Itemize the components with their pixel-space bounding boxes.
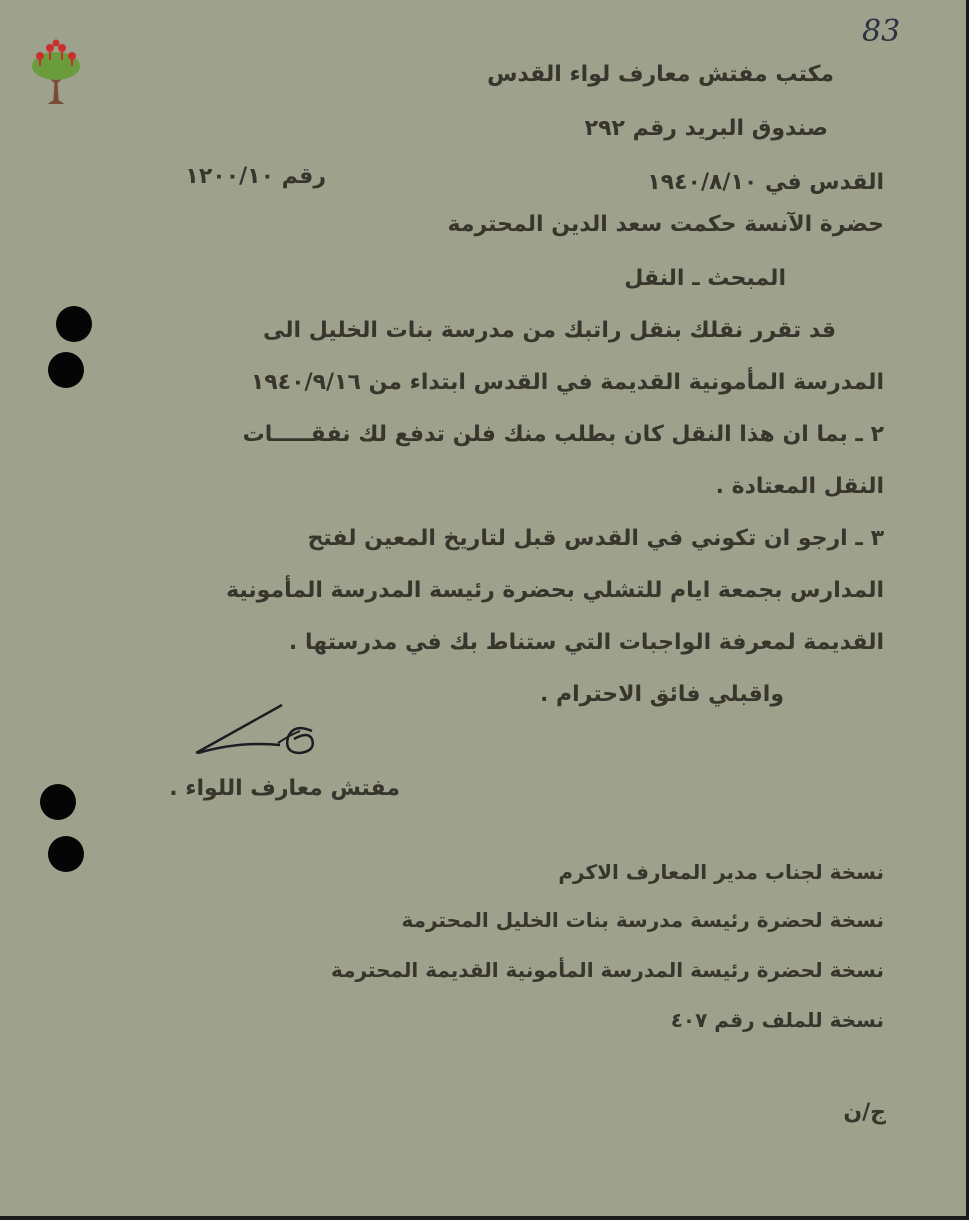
subject-line: المبحث ـ النقل <box>624 266 786 291</box>
body-line-6: المدارس بجمعة ايام للتشلي بحضرة رئيسة المدرسة المأمونية <box>226 578 884 603</box>
page-number: 83 <box>862 14 901 49</box>
po-box-line: صندوق البريد رقم ٢٩٢ <box>584 116 828 141</box>
punch-hole <box>48 352 84 388</box>
copy-line-3: نسخة لحضرة رئيسة المدرسة المأمونية القديمة المحترمة <box>330 958 884 982</box>
reference-number: رقم ١٢٠٠/١٠ <box>185 164 326 189</box>
copy-line-1: نسخة لجناب مدير المعارف الاكرم <box>558 860 884 884</box>
copy-line-2: نسخة لحضرة رئيسة مدرسة بنات الخليل المحترمة <box>401 908 884 932</box>
body-line-1: قد تقرر نقلك بنقل راتبك من مدرسة بنات الخليل الى <box>262 318 836 343</box>
place-date-line: القدس في ١٩٤٠/٨/١٠ <box>647 170 884 195</box>
body-line-3: ٢ ـ بما ان هذا النقل كان بطلب منك فلن تدفع لك نفقـــــات <box>242 422 884 447</box>
office-line: مكتب مفتش معارف لواء القدس <box>487 62 834 87</box>
addressee-line: حضرة الآنسة حكمت سعد الدين المحترمة <box>447 212 884 237</box>
initials: ج/ن <box>843 1100 886 1125</box>
body-line-7: القديمة لمعرفة الواجبات التي ستناط بك في مدرستها . <box>288 630 884 655</box>
archive-tree-logo <box>28 38 84 106</box>
handwritten-signature <box>190 695 330 765</box>
body-line-5: ٣ ـ ارجو ان تكوني في القدس قبل لتاريخ المعين لفتح <box>307 526 884 551</box>
copy-line-4: نسخة للملف رقم ٤٠٧ <box>670 1008 884 1032</box>
closing-line: واقبلي فائق الاحترام . <box>539 682 784 707</box>
punch-hole <box>48 836 84 872</box>
body-line-2: المدرسة المأمونية القديمة في القدس ابتداء من ١٩٤٠/٩/١٦ <box>250 370 884 395</box>
signature-title: مفتش معارف اللواء . <box>169 776 400 801</box>
body-line-4: النقل المعتادة . <box>715 474 884 499</box>
punch-hole <box>56 306 92 342</box>
punch-hole <box>40 784 76 820</box>
